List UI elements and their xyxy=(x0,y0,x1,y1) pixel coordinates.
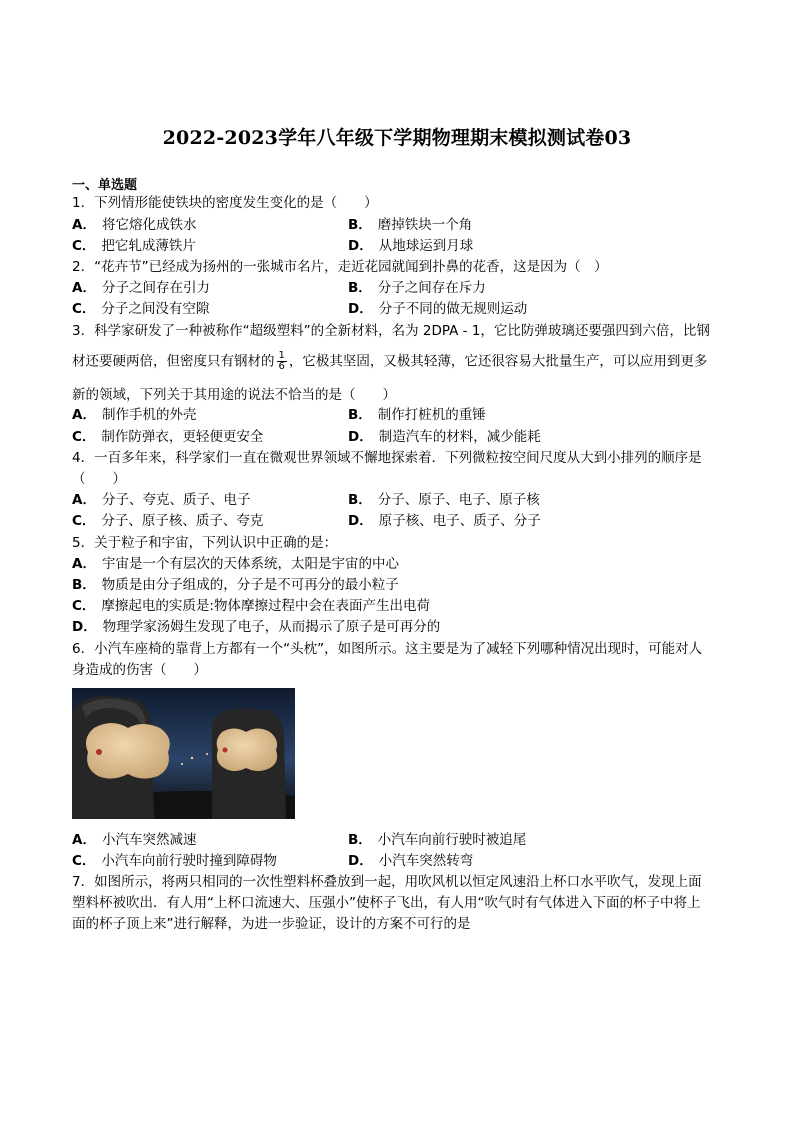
option-text: 磨掉铁块一个角 xyxy=(377,217,473,233)
q2-option-c[interactable] xyxy=(72,299,209,319)
option-text: 物理学家汤姆生发现了电子，从而揭示了原子是可再分的 xyxy=(102,619,441,635)
option-label: D． xyxy=(348,429,373,445)
right-pillow-tag xyxy=(223,748,228,753)
q4-option-a[interactable] xyxy=(72,490,250,510)
option-label: A． xyxy=(72,556,96,572)
option-label: B． xyxy=(348,217,372,233)
q4-stem-line-1: 4．一百多年来，科学家们一直在微观世界领域不懈地探索着．下列微粒按空间尺度从大到小排列的顺序是 xyxy=(72,450,702,466)
q3-stem-line-2 xyxy=(72,351,707,372)
option-text: 制作打桩机的重锤 xyxy=(377,407,486,423)
option-label: A． xyxy=(72,407,96,423)
option-label: C． xyxy=(72,429,96,445)
option-label: A． xyxy=(72,492,96,508)
q1-option-d[interactable] xyxy=(348,236,473,256)
option-label: A． xyxy=(72,217,96,233)
q2-stem: 2．“花卉节”已经成为扬州的一张城市名片，走近花园就闻到扑鼻的花香，这是因为（ ） xyxy=(72,259,608,275)
q1-option-b[interactable] xyxy=(348,215,472,235)
left-pillow-tag xyxy=(96,749,102,755)
q4-option-b[interactable] xyxy=(348,490,540,510)
option-label: D． xyxy=(72,619,97,635)
q3-option-a[interactable] xyxy=(72,405,196,425)
q1-stem: 1．下列情形能使铁块的密度发生变化的是（ ） xyxy=(72,195,378,211)
q6-option-a[interactable] xyxy=(72,830,196,850)
q3-option-d[interactable] xyxy=(348,427,541,447)
option-label: D． xyxy=(348,238,373,254)
option-text: 小汽车突然减速 xyxy=(101,832,197,848)
section-heading: 一、单选题 xyxy=(72,178,138,193)
option-label: B． xyxy=(348,832,372,848)
option-text: 分子之间存在斥力 xyxy=(377,280,486,296)
q7-stem-line-1: 7．如图所示，将两只相同的一次性塑料杯叠放到一起，用吹风机以恒定风速沿上杯口水平吹气，发现上面 xyxy=(72,874,702,890)
q1-option-a[interactable] xyxy=(72,215,196,235)
fraction-denominator: 6 xyxy=(278,361,285,372)
option-label: D． xyxy=(348,513,373,529)
option-text: 分子、原子核、质子、夸克 xyxy=(101,513,264,529)
option-label: C． xyxy=(72,513,96,529)
q6-stem-line-2: 身造成的伤害（ ） xyxy=(72,662,207,678)
q5-option-c[interactable] xyxy=(72,596,430,616)
option-label: C． xyxy=(72,598,96,614)
q4-option-d[interactable] xyxy=(348,511,541,531)
option-label: B． xyxy=(348,280,372,296)
q3-stem-line-3: 新的领域，下列关于其用途的说法不恰当的是（ ） xyxy=(72,387,396,403)
option-text: 小汽车向前行驶时被追尾 xyxy=(377,832,527,848)
headrest-photo xyxy=(72,688,295,819)
q7-stem-line-2: 塑料杯被吹出．有人用“上杯口流速大、压强小”使杯子飞出，有人用“吹气时有气体进入下面的杯子中将上 xyxy=(72,895,701,911)
q5-option-a[interactable] xyxy=(72,554,399,574)
option-text: 制作手机的外壳 xyxy=(101,407,197,423)
option-text: 制作防弹衣，更轻便更安全 xyxy=(101,429,264,445)
option-label: C． xyxy=(72,301,96,317)
q2-option-b[interactable] xyxy=(348,278,486,298)
q6-stem-line-1: 6．小汽车座椅的靠背上方都有一个“头枕”，如图所示。这主要是为了减轻下列哪种情况出现时，可能对人 xyxy=(72,641,703,657)
q2-option-d[interactable] xyxy=(348,299,527,319)
q3-option-b[interactable] xyxy=(348,405,486,425)
option-label: D． xyxy=(348,301,373,317)
q4-stem-line-2: （ ） xyxy=(72,471,126,487)
q2-option-a[interactable] xyxy=(72,278,210,298)
fraction xyxy=(277,351,287,372)
option-label: A． xyxy=(72,280,96,296)
q3-stem-text: ，它极其坚固，又极其轻薄，它还很容易大批量生产，可以应用到更多 xyxy=(288,353,708,370)
q6-option-d[interactable] xyxy=(348,851,473,871)
q3-stem-line-1: 3．科学家研发了一种被称作“超级塑料”的全新材料，名为 2DPA - 1，它比防弹玻璃还要强四到六倍，比钢 xyxy=(72,323,710,339)
option-label: B． xyxy=(348,407,372,423)
q6-option-b[interactable] xyxy=(348,830,526,850)
q5-stem: 5．关于粒子和宇宙，下列认识中正确的是： xyxy=(72,535,338,551)
option-label: C． xyxy=(72,238,96,254)
option-text: 分子之间存在引力 xyxy=(101,280,210,296)
q3-stem-text: 材还要硬两倍，但密度只有钢材的 xyxy=(72,353,275,370)
q1-option-c[interactable] xyxy=(72,236,196,256)
option-text: 分子之间没有空隙 xyxy=(101,301,210,317)
option-text: 把它轧成薄铁片 xyxy=(101,238,196,254)
q7-stem-line-3: 面的杯子顶上来”进行解释，为进一步验证，设计的方案不可行的是 xyxy=(72,916,471,932)
option-text: 小汽车向前行驶时撞到障碍物 xyxy=(101,853,277,869)
option-text: 分子、原子、电子、原子核 xyxy=(377,492,540,508)
q5-option-d[interactable] xyxy=(72,617,440,637)
q4-option-c[interactable] xyxy=(72,511,263,531)
option-text: 宇宙是一个有层次的天体系统，太阳是宇宙的中心 xyxy=(101,556,399,572)
option-text: 原子核、电子、质子、分子 xyxy=(378,513,541,529)
q5-option-b[interactable] xyxy=(72,575,399,595)
option-text: 小汽车突然转弯 xyxy=(378,853,474,869)
option-text: 摩擦起电的实质是:物体摩擦过程中会在表面产生出电荷 xyxy=(101,598,430,614)
option-text: 物质是由分子组成的，分子是不可再分的最小粒子 xyxy=(101,577,399,593)
option-text: 将它熔化成铁水 xyxy=(101,217,197,233)
fraction-numerator: 1 xyxy=(278,350,285,361)
option-label: A． xyxy=(72,832,96,848)
page-title: 2022-2023学年八年级下学期物理期末模拟测试卷03 xyxy=(162,127,632,149)
option-label: D． xyxy=(348,853,373,869)
option-text: 制造汽车的材料，减少能耗 xyxy=(378,429,541,445)
option-text: 分子、夸克、质子、电子 xyxy=(101,492,251,508)
q3-option-c[interactable] xyxy=(72,427,263,447)
option-label: C． xyxy=(72,853,96,869)
option-label: B． xyxy=(72,577,96,593)
q6-option-c[interactable] xyxy=(72,851,277,871)
option-label: B． xyxy=(348,492,372,508)
option-text: 从地球运到月球 xyxy=(378,238,474,254)
option-text: 分子不同的做无规则运动 xyxy=(378,301,528,317)
